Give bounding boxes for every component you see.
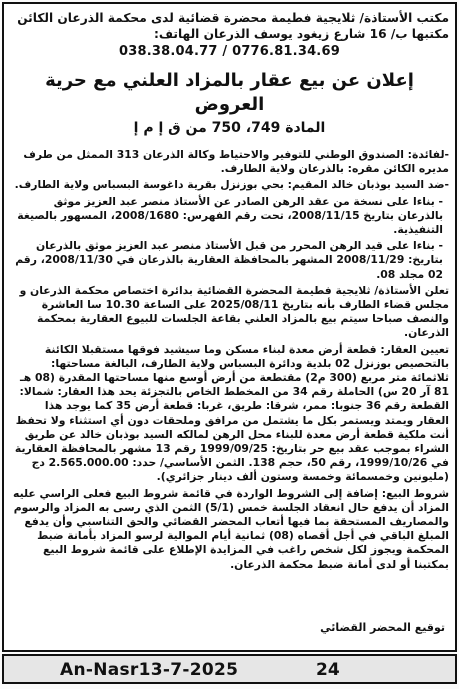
announcement-body xyxy=(10,148,449,572)
paragraph-basis-1: - بناءا على نسخة من عقد الرهن الصادر عن الأستاذ منصر عبد العزيز موثق بالذرعان بتاريخ 2008/11/15، تحت رقم الفهرس: 2008/1680، المسهور بالصيغة التنفيذية. xyxy=(17,194,443,237)
paragraph-applicant: -لفائدة: الصندوق الوطني للتوفير والاحتياط وكالة الذرعان 313 الممثل من طرف مديره الكائن مقره: بالذرعان ولاية الطارف. xyxy=(23,148,449,176)
paragraph-auction-notice: تعلن الأستاذة/ ثلايجية فطيمة المحضرة القضائية بدائرة اختصاص محكمة الذرعان و مجلس قضاء الطارف بأنه بتاريخ 2025/08/11 على الساعة 10.30 سا العاشرة والنصف صباحا سيتم بيع بالمزاد العلني بقاعة الجلسات للبيوع العقارية بمحكمة الذرعان. xyxy=(19,283,449,340)
newspaper-date: An-Nasr13-7-2025 xyxy=(60,660,239,680)
office-phones: 038.38.04.77 / 0776.81.34.69 xyxy=(119,44,340,59)
page-footer xyxy=(2,654,457,684)
office-header: مكتب الأستاذة/ ثلايجية فطيمة محضرة قضائية لدى محكمة الذرعان الكائن مكتبها ب/ 16 شارع زيغود يوسف الذرعان الهاتف: xyxy=(17,11,449,41)
announcement-content xyxy=(8,8,451,646)
announcement-title: إعلان عن بيع عقار بالمزاد العلني مع حرية العروض xyxy=(45,70,414,115)
paragraph-conditions: شروط البيع: إضافة إلى الشروط الواردة في قائمة شروط البيع فعلى الراسي عليه المزاد أن يدفع حال انعقاد الجلسة خمس (5/1) الثمن الذي رسى به المزاد والرسوم والمصاريف المستحقة بما فيها أتعاب المحضر القضائي والحق التناسبي وأن يدفع المبلغ الباقي في أجل أقصاه (08) ثمانية أيام الموالية لرسو المزاد بأمانة ضبط المحكمة ويجوز لكل شخص راغب في المزايدة الإطلاع على قائمة شروط البيع بمكتبنا أو لدى أمانة ضبط محكمة الذرعان. xyxy=(13,486,449,571)
article-reference: المادة 749، 750 من ق إ م إ xyxy=(133,120,326,136)
signature-label: توقيع المحضر القضائي xyxy=(320,621,445,634)
announcement-frame xyxy=(2,2,457,652)
paragraph-property-description: تعيين العقار: قطعة أرض معدة لبناء مسكن وما سيشيد فوقها مستقبلا الكائنة بالتحصيص بوزنزل 02 بلدية ودائرة البسباس ولاية الطارف، البالغة مساحتها: ثلاثمائة متر مربع (300 م2) مقتطعة من أرض أوسع منها مساحتها المقدرة (08 هـ 81 آر 20 س) الحاملة رقم 34 من المخطط الخاص بالتجزئة يحد هذا العقار: شمالا: القطعة رقم 36 جنوبا: ممر، شرقا: طريق، غربا: قطعة أرض 35 كما يوجد هذا العقار ويمتد ويستمر بكل ما يشتمل من مرافق وملحقات دون أي استثناء ولا تحفظ أنت ملكية قطعة أرض معدة للبناء محل الرهن لمالكه السيد بوذبان خالد عن طريق الشراء بموجب عقد بيع حر بتاريخ: 1999/09/25 رقم 13 مشهر بالمحافظة العقارية في 1999/10/26، رقم 50، حجم 138. الثمن الأساسي/ حدد: 2.565.000.00 دج (مليونين وخمسمائة وخمسة وستون ألف دينار جزائري). xyxy=(14,342,449,484)
page-number: 24 xyxy=(316,660,340,680)
paragraph-debtor: -ضد السيد بوذبان خالد المقيم: بحي بوزنزل بقرية داغوسة البسباس ولاية الطارف. xyxy=(14,178,449,192)
paragraph-basis-2: - بناءا على قيد الرهن المحرر من قبل الأستاذ منصر عبد العزيز موثق بالذرعان بتاريخ: 2008/11/29 المشهر بالمحافظة العقارية بالذرعان في 2008/11/30، رقم 02 مجلد 08. xyxy=(15,239,443,281)
